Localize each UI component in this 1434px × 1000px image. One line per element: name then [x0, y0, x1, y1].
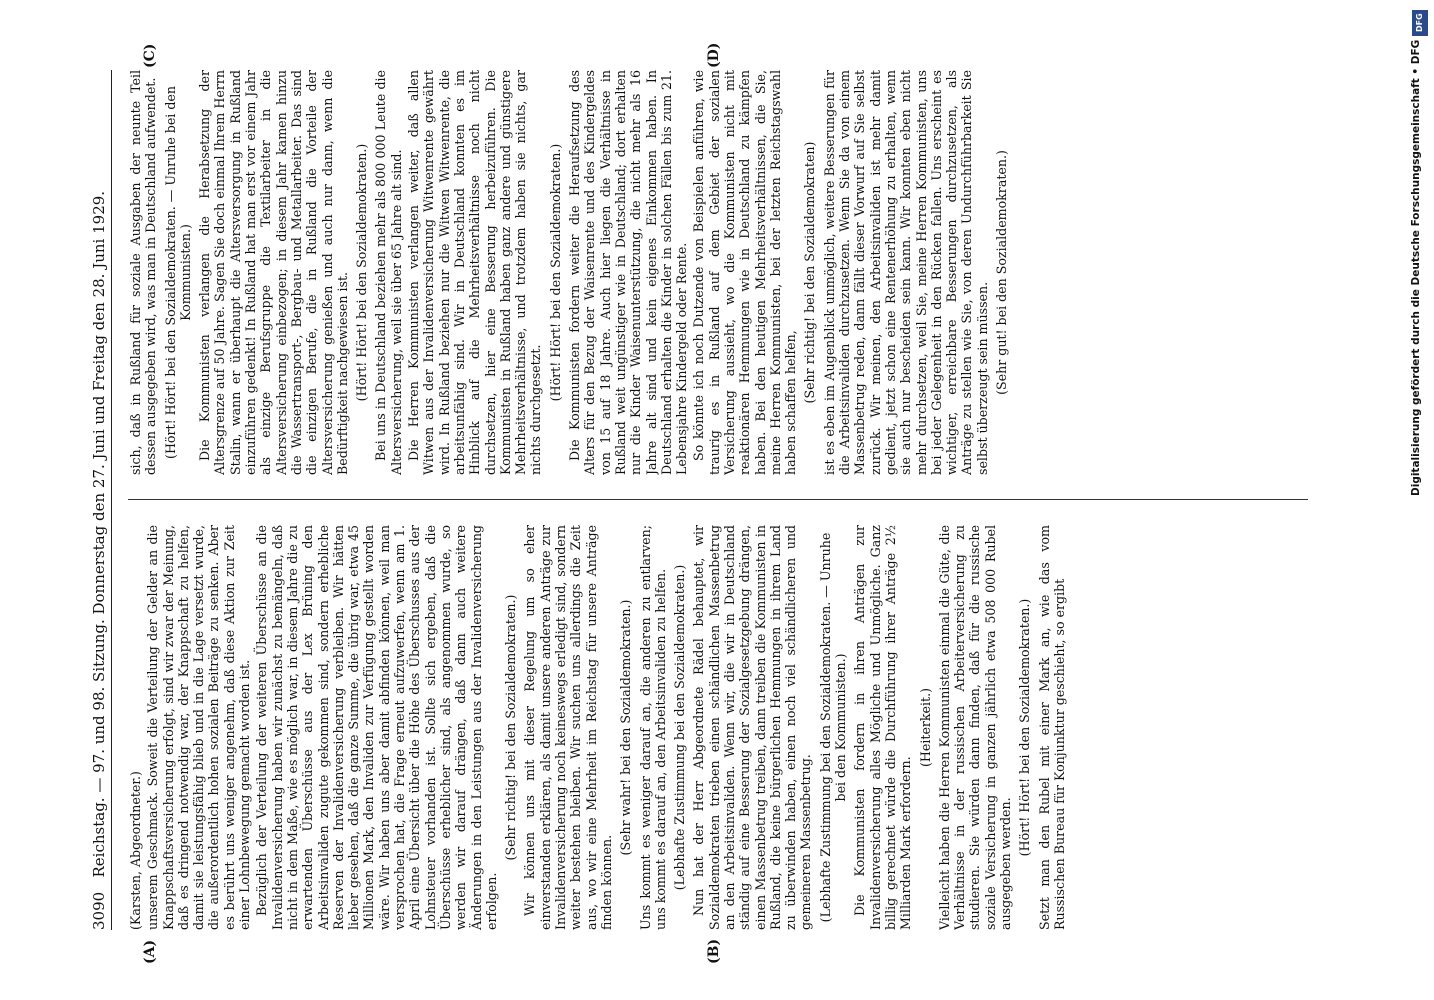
interjection: (Hört! Hört! bei den Sozialdemokraten.): [547, 143, 563, 402]
margin-marker-d: (D): [706, 42, 722, 68]
paragraph: Vielleicht haben die Herren Kommunisten einmal die Güte, die Verhältnisse in der russischen Arbeiterversicherung zu studieren. Sie würden dann finden, daß für die russische soziale Versicherung in ganzen jährlich etwa 508 000 Rubel ausgegeben werden.: [936, 525, 1014, 930]
interjection: (Sehr gut! bei den Sozialdemokraten.): [994, 150, 1010, 395]
paragraph: Wir können uns mit dieser Regelung um so eher einverstanden erklären, als damit unsere anderen Anträge zur Invalidenversicherung noch keineswegs erledigt sind, sondern weiter bestehen bleiben. Wir suchen uns allerdings die Zeit aus, wo wir eine Mehrheit im Reichstag für unsere Anträge finden können.: [522, 525, 614, 930]
column-divider: [128, 499, 1308, 500]
paragraph: Setzt man den Rubel mit einer Mark an, wie das vom Russischen Bureau für Konjunktur geschieht, so ergibt: [1036, 525, 1067, 930]
speaker-line: (Karsten, Abgeordneter.): [128, 771, 143, 930]
paragraph: Die Kommunisten fordern in ihren Anträgen zur Invalidenversicherung alles Mögliche und Unmögliche. Ganz billig gerechnet würde die Durchführung ihrer Anträge 2½ Milliarden Mark erfordern.: [852, 525, 914, 930]
paragraph: Nun hat der Herr Abgeordnete Rädel behauptet, wir Sozialdemokraten trieben einen schändlichen Massenbetrug an den Arbeitsinvaliden. Wenn wir, die wir in Deutschland ständig auf eine Besserung der Sozialgesetzgebung drängen, einen Massenbetrug treiben, dann treiben die Kommunisten in Rußland, die keine bürgerlichen Hemmungen in ihrem Land zu überwinden haben, einen noch viel schändlicheren und gemeineren Massenbetrug.: [691, 525, 814, 930]
margin-marker-a: (A): [142, 939, 158, 964]
margin-marker-b: (B): [706, 938, 722, 964]
interjection: (Lebhafte Zustimmung bei den Sozialdemokraten. — Unruhe bei den Kommunisten.): [817, 532, 849, 923]
paragraph: Uns kommt es weniger darauf an, die anderen zu entlarven; uns kommt es darauf an, den Arbeitsinvaliden zu helfen.: [637, 525, 668, 930]
page-number: 3090: [90, 891, 108, 930]
paragraph: unserem Geschmack. Soweit die Verteilung der Gelder an die Knappschaftsversicherung erfolgt, sind wir zwar der Meinung, daß es dringend notwendig war, der Knappschaft zu helfen, damit sie leistungsfähig blieb und in die Lage versetzt wurde, die außerordentlich hohen sozialen Beiträge zu senken. Aber es berührt uns weniger angenehm, daß diese Aktion zur Zeit einer Lohnbewegung gemacht worden ist.: [145, 525, 253, 930]
scanned-page: [84, 42, 1324, 964]
interjection: (Hört! Hört! bei den Sozialdemokraten. — Unruhe bei den Kommunisten.): [162, 86, 193, 459]
digitization-note: Digitalisierung gefördert durch die Deutsche Forschungsgemeinschaft • DFG: [1410, 40, 1422, 497]
header-rule: [111, 70, 112, 930]
interjection: (Heiterkeit.): [917, 688, 933, 767]
interjection: (Lebhafte Zustimmung bei den Sozialdemokraten.): [672, 564, 688, 891]
page-header: [84, 70, 114, 930]
right-column: [128, 70, 1308, 475]
interjection: (Sehr richtig! bei den Sozialdemokraten): [802, 141, 818, 404]
interjection: (Sehr richtig! bei den Sozialdemokraten.): [503, 594, 519, 861]
paragraph: Bei uns in Deutschland beziehen mehr als 800 000 Leute die Altersversicherung, weil sie über 65 Jahre alt sind.: [373, 70, 404, 475]
interjection: (Sehr wahr! bei den Sozialdemokraten.): [618, 599, 634, 856]
paragraph: Die Herren Kommunisten verlangen weiter, daß allen Witwen aus der Invalidenversicherung Witwenrente gewährt wird. In Rußland beziehen nur die Witwen Witwenrente, die arbeitsunfähig sind. Wir in Deutschland konnten es im Hinblick auf die Mehrheitsverhältnisse noch nicht durchsetzen, hier eine Besserung herbeizuführen. Die Kommunisten in Rußland haben ganz andere und günstigere Mehrheitsverhältnisse, und trotzdem haben sie nichts, gar nichts durchgesetzt.: [406, 70, 544, 475]
left-column: [128, 525, 1308, 930]
paragraph: ist es eben im Augenblick unmöglich, weitere Besserungen für die Arbeitsinvaliden durchzusetzen. Wenn Sie da von einem Massenbetrug reden, dann fällt dieser Vorwurf auf Sie selbst zurück. Wir meinen, den Arbeitsinvaliden ist mehr damit gedient, jetzt schon eine Rentenerhöhung zu erhalten, wenn sie auch nur bescheiden sein kann. Wir konnten eben nicht mehr durchsetzen, weil Sie, meine Herren Kommunisten, uns bei jeder Gelegenheit in den Rücken fallen. Uns erscheint es wichtiger, erreichbare Besserungen durchzusetzen, als Anträge zu stellen wie Sie, von deren Undurchführbarkeit Sie selbst überzeugt sein müssen.: [821, 70, 990, 475]
page-title: Reichstag. — 97. und 98. Sitzung. Donnerstag den 27. Juni und Freitag den 28. Juni 1929.: [90, 190, 108, 878]
paragraph: sich, daß in Rußland für soziale Ausgaben der neunte Teil dessen ausgegeben wird, was man in Deutschland aufwendet.: [128, 70, 159, 475]
paragraph: So könnte ich noch Dutzende von Beispielen anführen, wie traurig es in Rußland auf dem Gebiet der sozialen Versicherung aussieht, wo die Kommunisten nicht mit reaktionären Hemmungen wie in Deutschland zu kämpfen haben. Bei den heutigen Mehrheitsverhältnissen, die Sie, meine Herren Kommunisten, bei der letzten Reichstagswahl haben schaffen helfen,: [691, 70, 799, 475]
paragraph: Bezüglich der Verteilung der weiteren Überschüsse an die Invalidenversicherung haben wir zunächst zu bemängeln, daß nicht in dem Maße, wie es möglich war, in diesem Jahre die zu erwartenden Überschüsse aus der Lex Brüning den Arbeitsinvaliden zugute gekommen sind, sondern erhebliche Reserven der Invalidenversicherung verbleiben. Wir hätten lieber gesehen, daß die ganze Summe, die übrig war, etwa 45 Millionen Mark, den Invaliden zur Verfügung gestellt worden wäre. Wir haben uns aber damit abfinden können, weil man versprochen hat, die Frage erneut aufzuwerfen, wenn am 1. April eine Übersicht über die Höhe des Überschusses aus der Lohnsteuer vorhanden ist. Sollte sich ergeben, daß die Überschüsse erheblicher sind, als angenommen wurde, so werden wir darauf drängen, daß dann auch weitere Änderungen in den Leistungen aus der Invalidenversicherung erfolgen.: [254, 525, 499, 930]
paragraph: Die Kommunisten verlangen die Herabsetzung der Altersgrenze auf 50 Jahre. Sagen Sie doch einmal Ihrem Herrn Stalin, wann er überhaupt die Altersversorgung in Rußland einzuführen gedenkt! In Rußland hat man erst vor einem Jahr als einzige Berufsgruppe die Textilarbeiter in die Altersversicherung einbezogen; in diesem Jahr kamen hinzu die Wassertransport-, Bergbau- und Metallarbeiter. Das sind die einzigen Berufe, die in Rußland die Vorteile der Altersversicherung genießen und auch nur dann, wenn die Bedürftigkeit nachgewiesen ist.: [197, 70, 350, 475]
paragraph: Die Kommunisten fordern weiter die Heraufsetzung des Alters für den Bezug der Waisenrente und des Kindergeldes von 15 auf 18 Jahre. Auch hier liegen die Verhältnisse in Rußland weit ungünstiger wie in Deutschland; dort erhalten nur die Kinder Waisenunterstützung, die nicht mehr als 16 Jahre alt sind und kein eigenes Einkommen haben. In Deutschland erhalten die Kinder in solchen Fällen bis zum 21. Lebensjahre Kindergeld oder Rente.: [567, 70, 690, 475]
interjection: (Hört! Hört! bei den Sozialdemokraten.): [1017, 598, 1033, 857]
margin-marker-c: (C): [142, 43, 158, 68]
interjection: (Hört! Hört! bei den Sozialdemokraten.): [354, 143, 370, 402]
digitization-sidebar: [1410, 10, 1432, 990]
dfg-logo: DFG: [1412, 10, 1428, 36]
